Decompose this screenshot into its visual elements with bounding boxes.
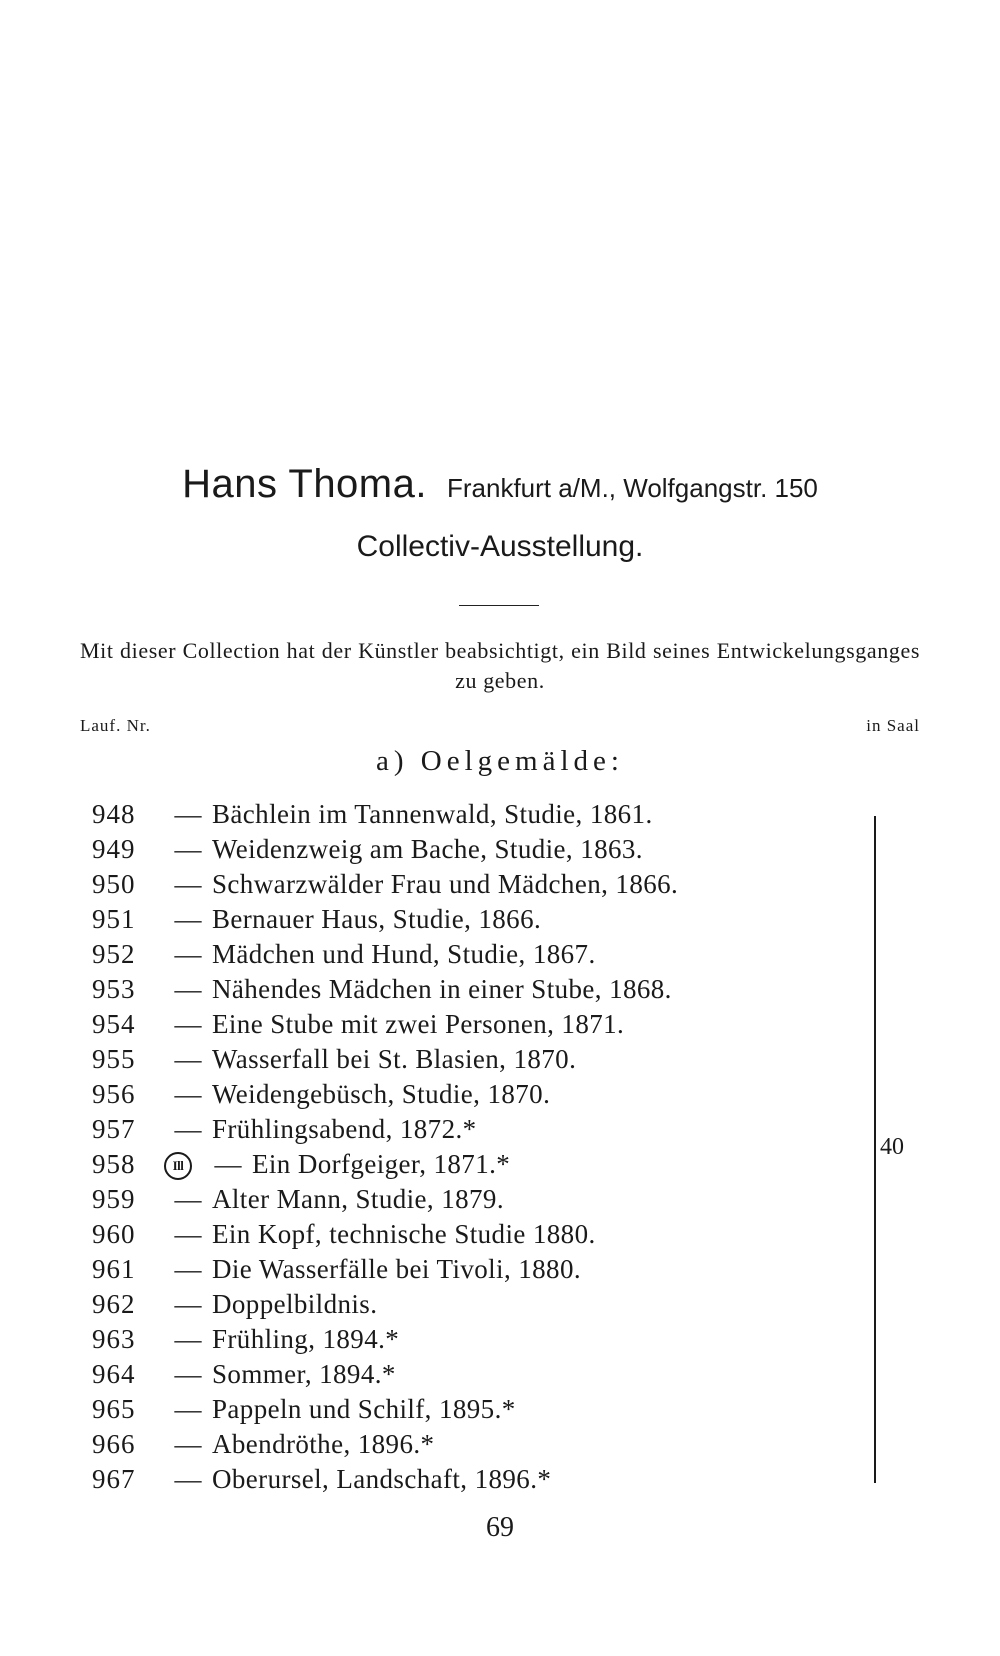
artist-name: Hans Thoma. — [182, 462, 427, 506]
room-number: 40 — [880, 1134, 904, 1160]
entry-number: 965 — [92, 1394, 136, 1424]
entry-dash: — — [174, 1009, 202, 1039]
catalogue-entry — [92, 1322, 872, 1357]
entry-title: Bernauer Haus, Studie, 1866. — [212, 904, 542, 934]
entry-dash: — — [174, 1114, 202, 1144]
section-heading: a) Oelgemälde: — [376, 745, 624, 777]
entry-dash: — — [174, 974, 202, 1004]
catalogue-entry — [92, 1042, 872, 1077]
entry-title: Eine Stube mit zwei Personen, 1871. — [212, 1009, 625, 1039]
catalogue-entry — [92, 1112, 872, 1147]
catalogue-entry — [92, 1287, 872, 1322]
catalogue-entry — [92, 1217, 872, 1252]
entry-number: 959 — [92, 1184, 136, 1214]
entry-title: Sommer, 1894.* — [212, 1359, 396, 1389]
entry-title: Mädchen und Hund, Studie, 1867. — [212, 939, 596, 969]
entry-number: 950 — [92, 869, 136, 899]
catalogue-entry — [92, 832, 872, 867]
entry-number: 964 — [92, 1359, 136, 1389]
entry-title: Die Wasserfälle bei Tivoli, 1880. — [212, 1254, 581, 1284]
catalogue-entry — [92, 1252, 872, 1287]
catalogue-entry — [92, 867, 872, 902]
entry-number: 951 — [92, 904, 136, 934]
entry-title: Frühlingsabend, 1872.* — [212, 1114, 477, 1144]
entry-dash: — — [174, 1219, 202, 1249]
entry-title: Pappeln und Schilf, 1895.* — [212, 1394, 516, 1424]
catalogue-entry — [92, 1392, 872, 1427]
catalogue-entry — [92, 1357, 872, 1392]
catalogue-entry — [92, 1462, 872, 1497]
divider-rule — [459, 605, 539, 606]
entry-number: 953 — [92, 974, 136, 1004]
entry-title: Weidenzweig am Bache, Studie, 1863. — [212, 834, 643, 864]
entry-title: Nähendes Mädchen in einer Stube, 1868. — [212, 974, 672, 1004]
entry-number: 949 — [92, 834, 136, 864]
entry-number: 956 — [92, 1079, 136, 1109]
entry-number: 948 — [92, 799, 136, 829]
entry-dash: — — [174, 834, 202, 864]
catalogue-entry — [92, 1427, 872, 1462]
entry-dash: — — [174, 1044, 202, 1074]
catalogue-entry — [92, 1077, 872, 1112]
entry-number: 957 — [92, 1114, 136, 1144]
entry-dash: — — [174, 1394, 202, 1424]
entry-dash: — — [174, 939, 202, 969]
entry-dash: — — [174, 1464, 202, 1494]
entry-title: Oberursel, Landschaft, 1896.* — [212, 1464, 552, 1494]
room-bracket — [874, 816, 876, 1483]
entry-number: 966 — [92, 1429, 136, 1459]
catalogue-entry — [92, 972, 872, 1007]
catalogue-entry — [92, 902, 872, 937]
entry-number: 955 — [92, 1044, 136, 1074]
catalogue-entry — [92, 1147, 872, 1182]
entry-dash: — — [174, 1429, 202, 1459]
entry-number: 960 — [92, 1219, 136, 1249]
entry-dash: — — [174, 1184, 202, 1214]
entry-title: Ein Dorfgeiger, 1871.* — [252, 1149, 511, 1179]
entry-title: Abendröthe, 1896.* — [212, 1429, 435, 1459]
illustration-badge: Ill — [164, 1152, 192, 1180]
entry-dash: — — [174, 1079, 202, 1109]
entry-title: Wasserfall bei St. Blasien, 1870. — [212, 1044, 577, 1074]
artist-address: Frankfurt a/M., Wolfgangstr. 150 — [446, 473, 818, 503]
entry-dash: — — [214, 1149, 242, 1179]
entry-number: 962 — [92, 1289, 136, 1319]
page-number: 69 — [486, 1512, 514, 1543]
entry-dash: — — [174, 869, 202, 899]
entry-title: Ein Kopf, technische Studie 1880. — [212, 1219, 596, 1249]
entry-number: 958 — [92, 1149, 136, 1179]
entry-dash: — — [174, 1359, 202, 1389]
entry-title: Weidengebüsch, Studie, 1870. — [212, 1079, 551, 1109]
entry-title: Frühling, 1894.* — [212, 1324, 400, 1354]
entry-dash: — — [174, 799, 202, 829]
entry-number: 961 — [92, 1254, 136, 1284]
entry-dash: — — [174, 904, 202, 934]
entry-number: 967 — [92, 1464, 136, 1494]
catalogue-entry — [92, 1182, 872, 1217]
entry-number: 954 — [92, 1009, 136, 1039]
entry-dash: — — [174, 1254, 202, 1284]
title-line — [0, 462, 1000, 507]
entry-title: Doppelbildnis. — [212, 1289, 378, 1319]
catalogue-entry — [92, 1007, 872, 1042]
entry-number: 963 — [92, 1324, 136, 1354]
catalogue-entry — [92, 937, 872, 972]
entry-number: 952 — [92, 939, 136, 969]
catalogue-entry — [92, 797, 872, 832]
entry-dash: — — [174, 1324, 202, 1354]
entry-title: Bächlein im Tannenwald, Studie, 1861. — [212, 799, 653, 829]
entry-title: Alter Mann, Studie, 1879. — [212, 1184, 504, 1214]
entry-title: Schwarzwälder Frau und Mädchen, 1866. — [212, 869, 679, 899]
exhibition-subtitle: Collectiv-Ausstellung. — [356, 530, 644, 563]
column-label-running-number: Lauf. Nr. — [80, 716, 151, 735]
entry-dash: — — [174, 1289, 202, 1319]
column-label-room: in Saal — [866, 716, 920, 735]
entry-list — [92, 797, 872, 1497]
intro-paragraph: Mit dieser Collection hat der Künstler beabsichtigt, ein Bild seines Entwickelungsganges zu geben. — [80, 638, 920, 693]
